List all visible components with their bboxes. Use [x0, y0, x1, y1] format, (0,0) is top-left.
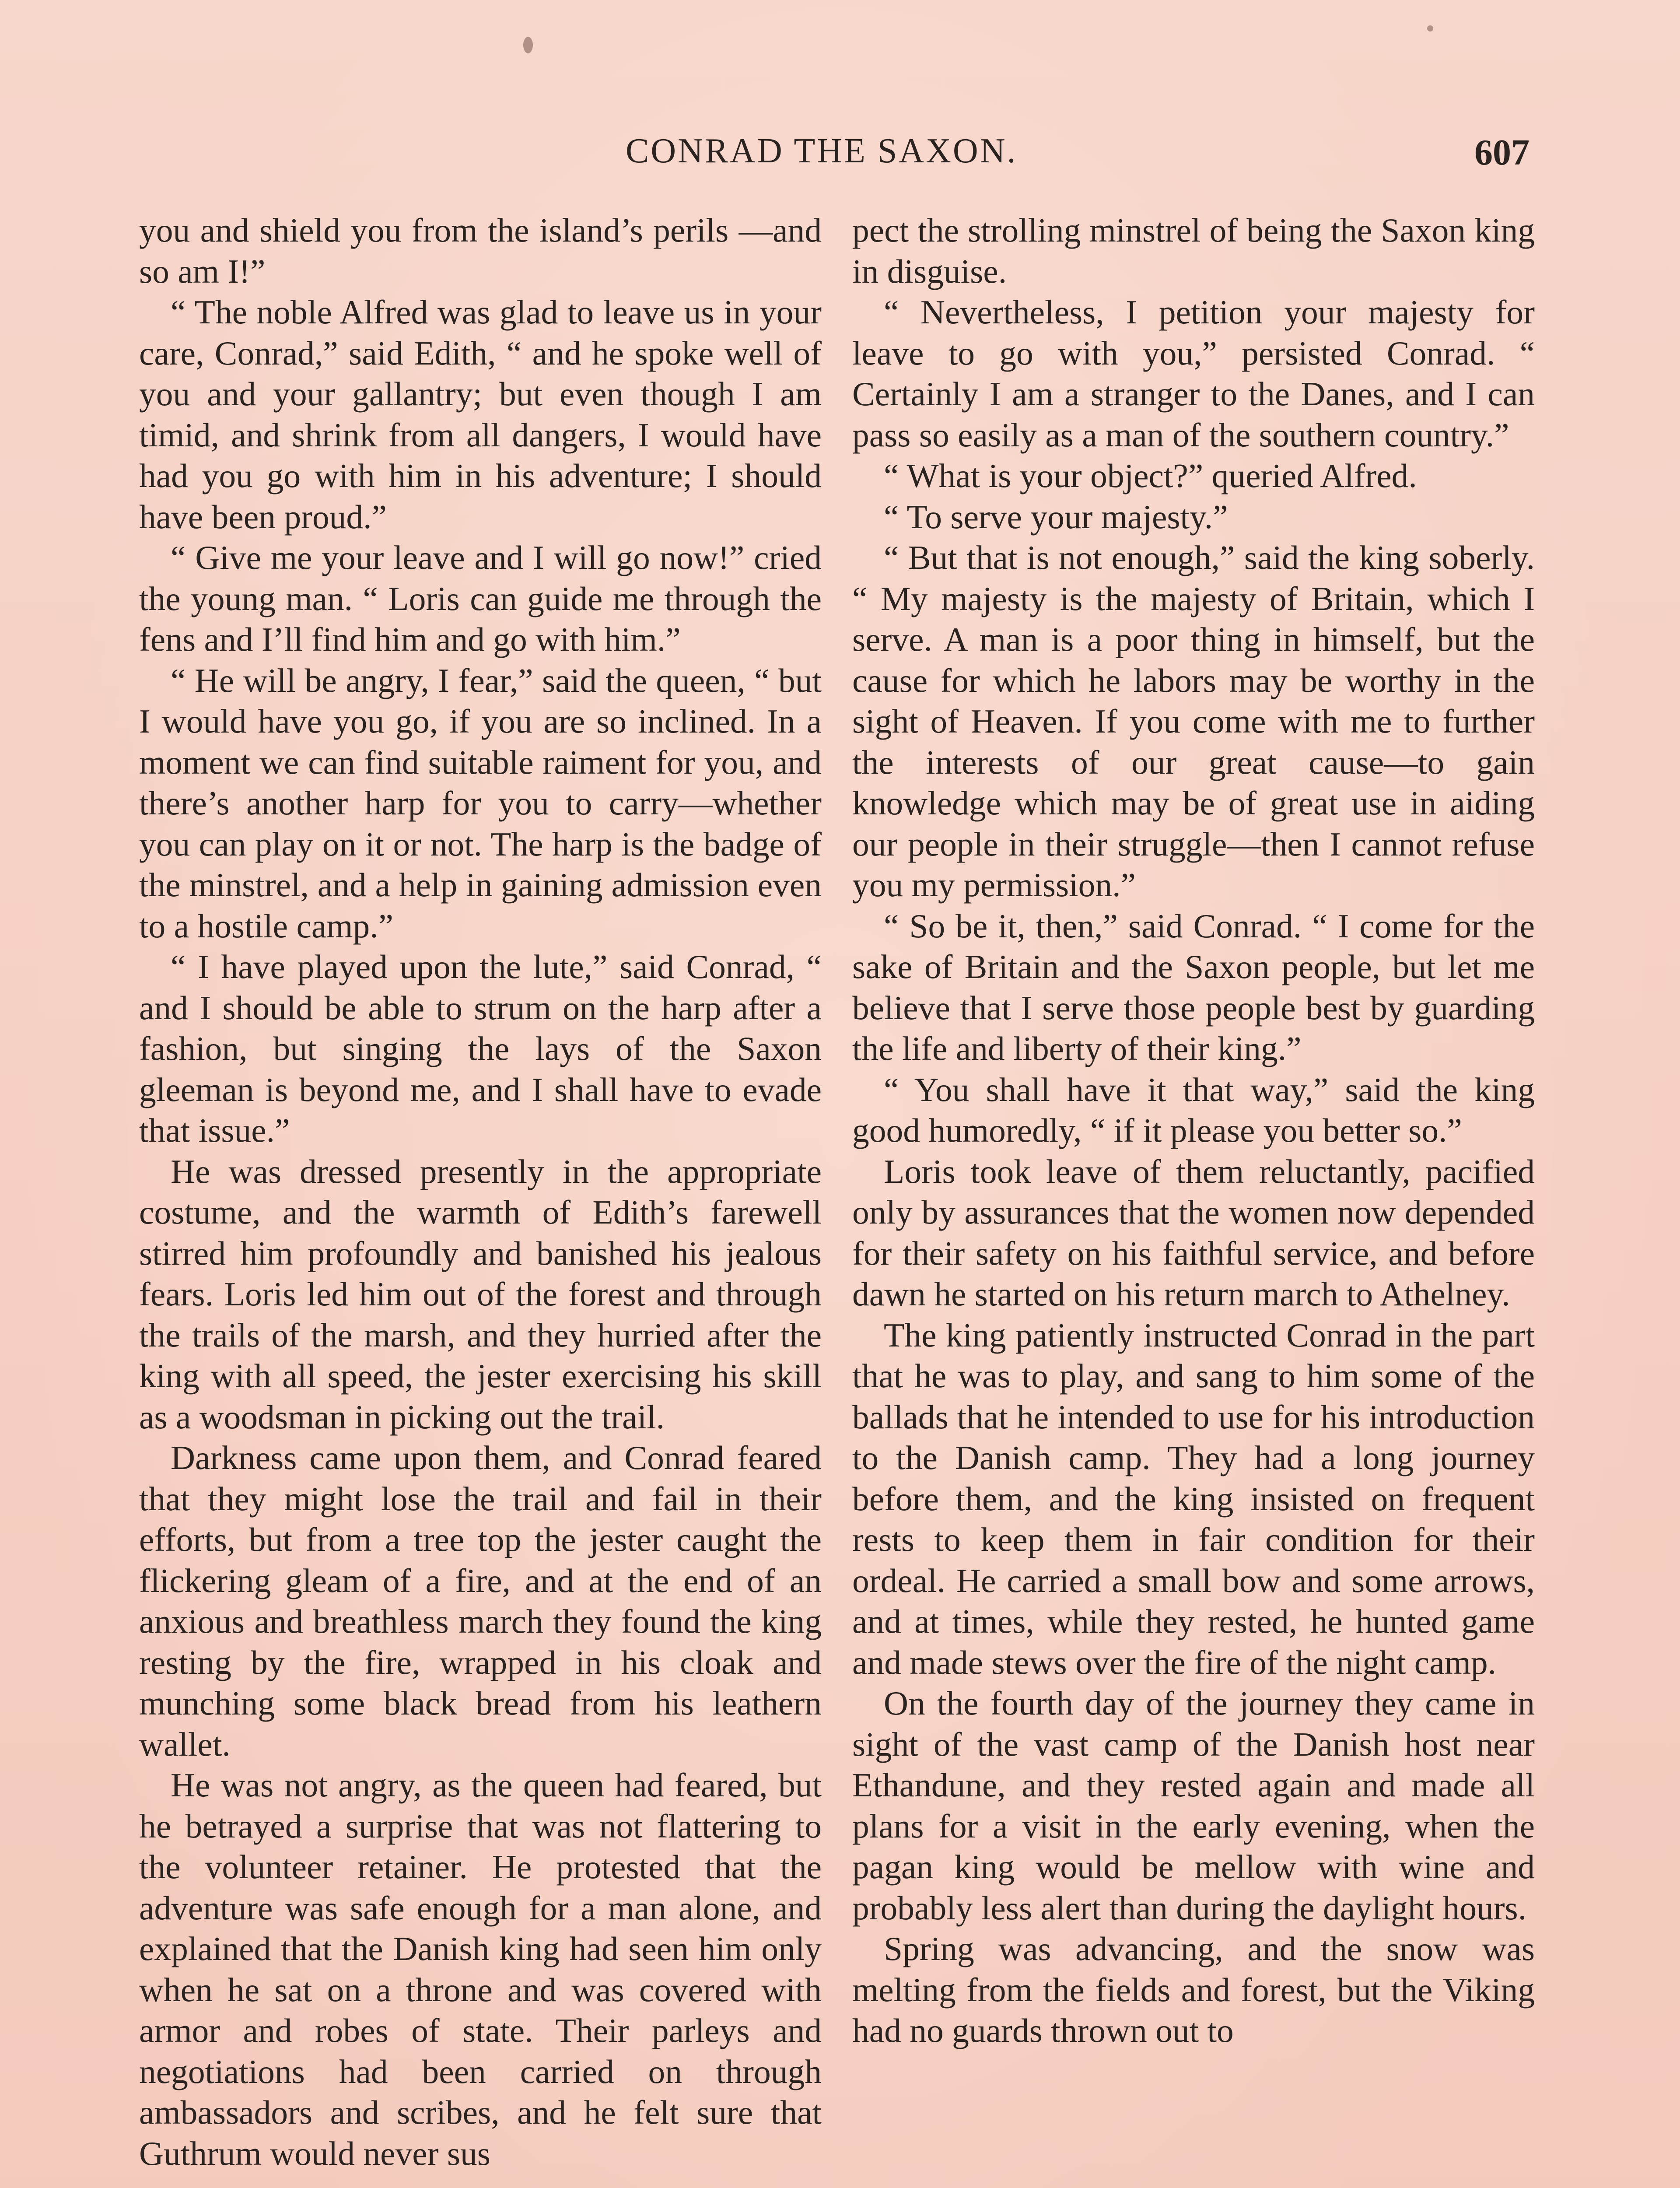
paragraph: Darkness came upon them, and Conrad feared that they might lose the trail and fail in their efforts, but from a tree top the jester caught the flickering gleam of a fire, and at the end of an anxious and breathless march they found the king resting by the fire, wrapped in his cloak and munching some black bread from his leathern wallet.	[139, 1439, 822, 1763]
paragraph: “ But that is not enough,” said the king soberly. “ My majesty is the majesty of Britain, which I serve. A man is a poor thing in himself, but the cause for which he labors may be worthy in the sight of Heaven. If you come with me to further the interests of our great cause—to gain knowledge which may be of great use in aiding our people in their struggle—then I cannot refuse you my permission.”	[852, 539, 1535, 904]
paragraph: He was not angry, as the queen had feared, but he betrayed a surprise that was not flattering to the volunteer retainer. He protested that the adventure was safe enough for a man alone, and explained that the Danish king had seen him only when he sat on a throne and was covered with armor and robes of state. Their parleys and negotiations had been carried on through ambassadors and scribes, and he felt sure that Guthrum would never sus	[139, 1766, 822, 2172]
paragraph: “ Nevertheless, I petition your majesty for leave to go with you,” persisted Conrad. “ Certainly I am a stranger to the Danes, and I can pass so easily as a man of the southern country.”	[852, 293, 1535, 454]
page-number: 607	[1474, 132, 1530, 173]
paragraph: “ Give me your leave and I will go now!” cried the young man. “ Loris can guide me through the fens and I’ll find him and go with him.”	[139, 539, 822, 658]
paragraph: you and shield you from the island’s perils —and so am I!”	[139, 211, 822, 290]
paragraph: On the fourth day of the journey they came in sight of the vast camp of the Danish host near Ethandune, and they rested again and made all plans for a visit in the early evening, when the pagan king would be mellow with wine and probably less alert than during the daylight hours.	[852, 1684, 1535, 1927]
paragraph: “ To serve your majesty.”	[884, 498, 1228, 536]
paragraph: “ What is your object?” queried Alfred.	[884, 457, 1417, 494]
paper-speck	[523, 37, 533, 53]
paragraph: Spring was advancing, and the snow was melting from the fields and forest, but the Viking had no guards thrown out to	[852, 1930, 1535, 2049]
paragraph: The king patiently instructed Conrad in the part that he was to play, and sang to him some of the ballads that he intended to use for his introduction to the Danish camp. They had a long journey before them, and the king insisted on frequent rests to keep them in fair condition for their ordeal. He carried a small bow and some arrows, and at times, while they rested, he hunted game and made stews over the fire of the night camp.	[852, 1316, 1535, 1681]
left-column	[139, 210, 822, 2174]
paragraph: pect the strolling minstrel of being the Saxon king in disguise.	[852, 211, 1535, 290]
paper-speck	[1427, 25, 1433, 32]
paragraph: “ The noble Alfred was glad to leave us in your care, Conrad,” said Edith, “ and he spoke well of you and your gallantry; but even though I am timid, and shrink from all dangers, I would have had you go with him in his adventure; I should have been proud.”	[139, 293, 822, 536]
running-title: CONRAD THE SAXON.	[626, 132, 1018, 170]
paragraph: “ I have played upon the lute,” said Conrad, “ and I should be able to strum on the harp after a fashion, but singing the lays of the Saxon gleeman is beyond me, and I shall have to evade that issue.”	[139, 948, 822, 1149]
paragraph: Loris took leave of them reluctantly, pacified only by assurances that the women now depended for their safety on his faithful service, and before dawn he started on his return march to Athelney.	[852, 1152, 1535, 1313]
paragraph: “ You shall have it that way,” said the king good humoredly, “ if it please you better so.”	[852, 1070, 1535, 1149]
paragraph: “ So be it, then,” said Conrad. “ I come for the sake of Britain and the Saxon people, but let me believe that I serve those people best by guarding the life and liberty of their king.”	[852, 907, 1535, 1067]
right-column	[852, 210, 1535, 2051]
paragraph: He was dressed presently in the appropriate costume, and the warmth of Edith’s farewell stirred him profoundly and banished his jealous fears. Loris led him out of the forest and through the trails of the marsh, and they hurried after the king with all speed, the jester exercising his skill as a woodsman in picking out the trail.	[139, 1152, 822, 1436]
paragraph: “ He will be angry, I fear,” said the queen, “ but I would have you go, if you are so inclined. In a moment we can find suitable raiment for you, and there’s another harp for you to carry—whether you can play on it or not. The harp is the badge of the minstrel, and a help in gaining admission even to a hostile camp.”	[139, 661, 822, 945]
